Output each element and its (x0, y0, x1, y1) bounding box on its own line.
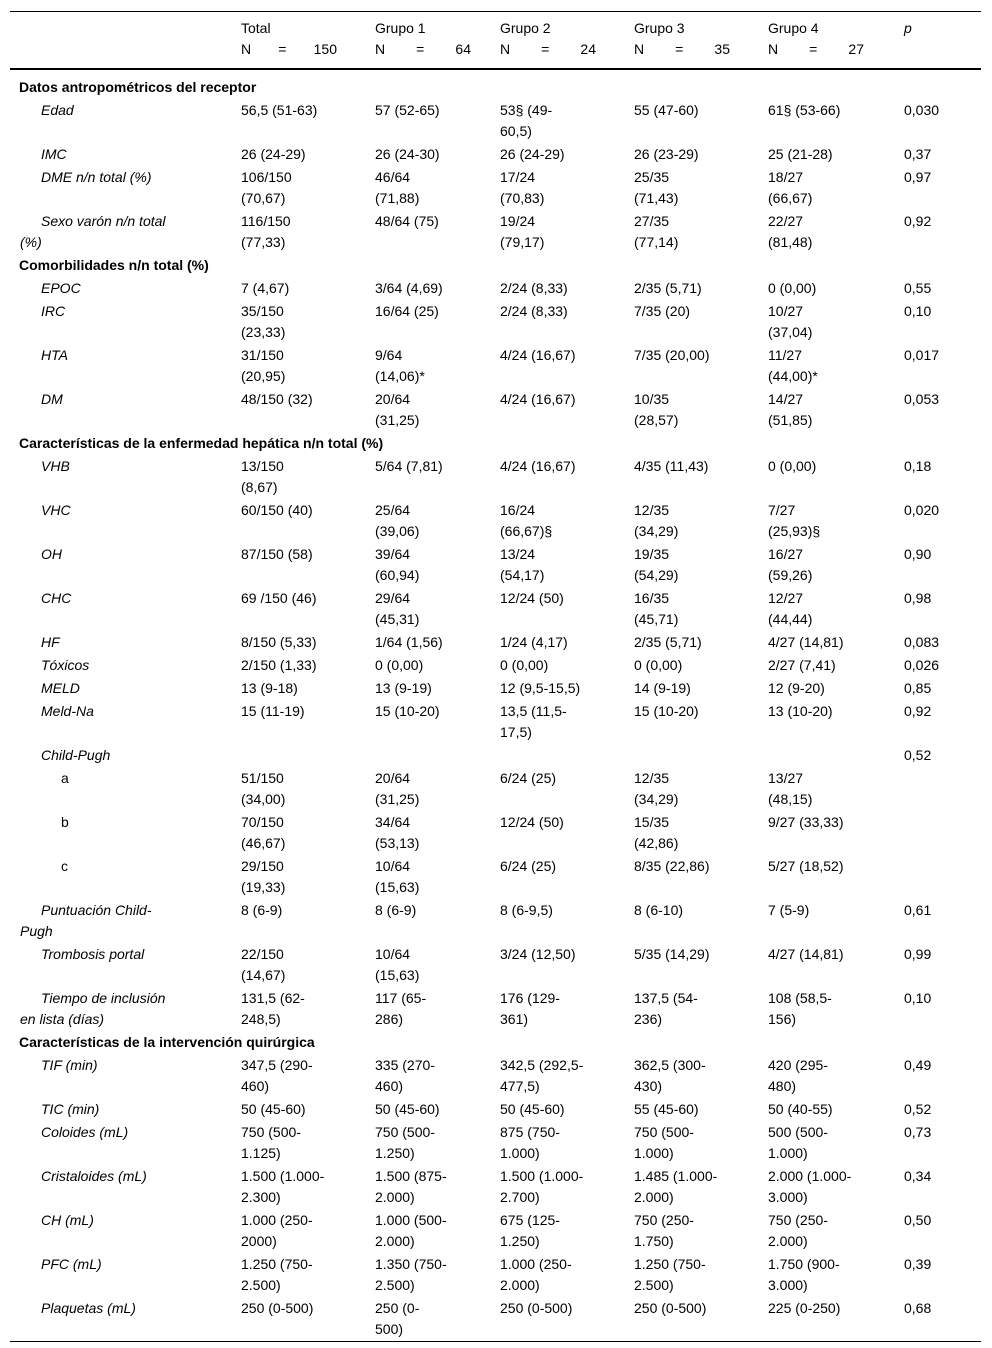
section-header (10, 254, 981, 277)
p-value-cell: 0,52 (904, 747, 932, 763)
table-cell: 12/24 (50) (500, 814, 564, 830)
table-cell: 19/35 (54,29) (634, 546, 679, 583)
table-cell: 1.250 (750- 2.500) (241, 1256, 313, 1293)
table-cell: 87/150 (58) (241, 546, 313, 562)
p-value-cell: 0,68 (904, 1300, 932, 1316)
table-cell: 19/24 (79,17) (500, 213, 545, 250)
table-cell: 750 (500- 1.250) (375, 1124, 435, 1161)
table-cell: 3/64 (4,69) (375, 280, 443, 296)
table-cell: 0 (0,00) (375, 657, 424, 673)
table-row (10, 344, 981, 388)
table-cell: 1.000 (250- 2.000) (500, 1256, 572, 1293)
header-grupo-4 (759, 12, 895, 70)
p-value-cell: 0,083 (904, 634, 940, 650)
table-cell: 500 (500- 1.000) (768, 1124, 828, 1161)
table-cell: 1/24 (4,17) (500, 634, 568, 650)
row-label: b (61, 814, 69, 830)
row-label: Tóxicos (41, 657, 90, 673)
row-label: OH (41, 546, 62, 562)
table-cell: 69 /150 (46) (241, 590, 317, 606)
table-row (10, 855, 981, 899)
table-row (10, 1297, 981, 1342)
p-value-cell: 0,98 (904, 590, 932, 606)
table-row (10, 811, 981, 855)
table-cell: 1.500 (1.000- 2.700) (500, 1168, 584, 1205)
row-label: Tiempo de inclusión en lista (días) (20, 990, 166, 1027)
table-cell: 35/150 (23,33) (241, 303, 286, 340)
p-value-cell (895, 767, 981, 811)
table-cell: 26 (24-29) (241, 146, 306, 162)
row-label: EPOC (41, 280, 81, 296)
table-cell: 7/27 (25,93)§ (768, 502, 821, 539)
table-cell: 12 (9-20) (768, 680, 825, 696)
table-cell: 10/27 (37,04) (768, 303, 813, 340)
table-cell: 8/35 (22,86) (634, 858, 710, 874)
table-cell: 4/27 (14,81) (768, 634, 844, 650)
header-col-label: Grupo 4 (768, 20, 819, 36)
table-cell: 20/64 (31,25) (375, 770, 420, 807)
header-grupo-3 (625, 12, 759, 70)
row-label: TIC (min) (41, 1101, 100, 1117)
table-cell: 750 (500- 1.125) (241, 1124, 301, 1161)
p-value-cell: 0,99 (904, 946, 932, 962)
p-value-cell: 0,10 (904, 990, 932, 1006)
table-cell: 176 (129- 361) (500, 990, 560, 1027)
row-label: IMC (41, 146, 67, 162)
row-label: Trombosis portal (41, 946, 145, 962)
table-cell: 55 (47-60) (634, 102, 699, 118)
table-cell: 50 (45-60) (241, 1101, 306, 1117)
table-cell: 16/24 (66,67)§ (500, 502, 553, 539)
header-n: N = 35 (634, 41, 730, 57)
table-row (10, 455, 981, 499)
table-cell: 10/64 (15,63) (375, 858, 420, 895)
table-cell: 55 (45-60) (634, 1101, 699, 1117)
row-label: DM (41, 391, 63, 407)
table-cell: 250 (0-500) (500, 1300, 573, 1316)
table-row (10, 300, 981, 344)
table-cell: 15 (10-20) (375, 703, 440, 719)
table-row (10, 700, 981, 744)
table-cell: 5/35 (14,29) (634, 946, 710, 962)
table-cell: 342,5 (292,5- 477,5) (500, 1057, 584, 1094)
table-cell: 12/35 (34,29) (634, 502, 679, 539)
table-cell: 13 (10-20) (768, 703, 833, 719)
table-cell: 15 (11-19) (241, 703, 305, 719)
p-value-cell: 0,97 (904, 169, 932, 185)
table-cell: 4/27 (14,81) (768, 946, 844, 962)
table-row (10, 744, 981, 767)
p-value-cell: 0,017 (904, 347, 940, 363)
table-row (10, 587, 981, 631)
table-cell: 675 (125- 1.250) (500, 1212, 560, 1249)
table-cell: 2/24 (8,33) (500, 280, 568, 296)
header-n: N = 64 (375, 41, 471, 57)
table-row (10, 99, 981, 143)
table-cell: 10/64 (15,63) (375, 946, 420, 983)
row-label: MELD (41, 680, 80, 696)
table-cell: 420 (295- 480) (768, 1057, 828, 1094)
table-cell: 34/64 (53,13) (375, 814, 420, 851)
table-cell: 7/35 (20,00) (634, 347, 710, 363)
table-cell: 7 (4,67) (241, 280, 290, 296)
p-value-cell (895, 855, 981, 899)
header-p-value: p (904, 20, 912, 36)
table-cell: 1.350 (750- 2.500) (375, 1256, 447, 1293)
p-value-cell: 0,37 (904, 146, 932, 162)
table-cell: 225 (0-250) (768, 1300, 841, 1316)
table-cell: 18/27 (66,67) (768, 169, 813, 206)
p-value-cell: 0,92 (904, 213, 932, 229)
table-cell: 5/64 (7,81) (375, 458, 443, 474)
row-label: c (61, 858, 68, 874)
table-cell: 1.750 (900- 3.000) (768, 1256, 840, 1293)
row-label: Edad (41, 102, 74, 118)
table-cell: 4/35 (11,43) (634, 458, 709, 474)
table-cell: 1/64 (1,56) (375, 634, 443, 650)
table-cell: 50 (45-60) (500, 1101, 565, 1117)
table-cell: 1.485 (1.000- 2.000) (634, 1168, 718, 1205)
table-cell: 11/27 (44,00)* (768, 347, 818, 384)
table-row (10, 987, 981, 1031)
table-cell: 25/64 (39,06) (375, 502, 420, 539)
table-row (10, 1121, 981, 1165)
table-cell: 2/35 (5,71) (634, 280, 702, 296)
row-label: Sexo varón n/n total (%) (20, 213, 166, 250)
table-cell: 250 (0- 500) (375, 1300, 420, 1337)
p-value-cell (895, 811, 981, 855)
table-row (10, 166, 981, 210)
table-cell: 16/35 (45,71) (634, 590, 679, 627)
row-label: IRC (41, 303, 66, 319)
table-cell: 56,5 (51-63) (241, 102, 318, 118)
table-cell: 2.000 (1.000- 3.000) (768, 1168, 852, 1205)
table-cell: 4/24 (16,67) (500, 458, 576, 474)
table-header (10, 12, 981, 70)
table-cell: 8 (6-9,5) (500, 902, 553, 918)
table-row (10, 767, 981, 811)
table-cell: 46/64 (71,88) (375, 169, 420, 206)
p-value-cell: 0,49 (904, 1057, 932, 1073)
p-value-cell: 0,92 (904, 703, 932, 719)
table-cell: 26 (24-30) (375, 146, 440, 162)
row-label: VHB (41, 458, 70, 474)
table-cell: 1.500 (1.000- 2.300) (241, 1168, 325, 1205)
p-value-cell: 0,55 (904, 280, 932, 296)
table-cell: 50 (40-55) (768, 1101, 833, 1117)
table-cell: 7/35 (20) (634, 303, 691, 319)
table-cell: 13,5 (11,5- 17,5) (500, 703, 567, 740)
table-row (10, 210, 981, 254)
p-value-cell: 0,18 (904, 458, 932, 474)
table-cell: 347,5 (290- 460) (241, 1057, 313, 1094)
row-label: CH (mL) (41, 1212, 94, 1228)
table-row (10, 499, 981, 543)
p-value-cell: 0,90 (904, 546, 932, 562)
header-col-label: Grupo 2 (500, 20, 551, 36)
p-value-cell: 0,053 (904, 391, 940, 407)
table-cell: 6/24 (25) (500, 770, 557, 786)
header-n: N = 150 (241, 41, 337, 57)
header-empty (10, 12, 232, 70)
row-label: TIF (min) (41, 1057, 98, 1073)
table-cell: 12 (9,5-15,5) (500, 680, 581, 696)
table-cell: 22/27 (81,48) (768, 213, 813, 250)
table-cell: 20/64 (31,25) (375, 391, 420, 428)
table-cell: 108 (58,5- 156) (768, 990, 832, 1027)
table-cell: 5/27 (18,52) (768, 858, 844, 874)
table-cell: 48/150 (32) (241, 391, 313, 407)
table-cell: 16/64 (25) (375, 303, 439, 319)
table-cell: 17/24 (70,83) (500, 169, 545, 206)
table-cell: 7 (5-9) (768, 902, 810, 918)
table-cell: 61§ (53-66) (768, 102, 841, 118)
table-cell: 13/27 (48,15) (768, 770, 813, 807)
table-cell (491, 744, 625, 767)
row-label: HF (41, 634, 60, 650)
table-cell: 6/24 (25) (500, 858, 557, 874)
table-cell: 51/150 (34,00) (241, 770, 286, 807)
p-value-cell: 0,61 (904, 902, 932, 918)
table-cell: 0 (0,00) (500, 657, 549, 673)
table-cell: 29/150 (19,33) (241, 858, 286, 895)
row-label: Plaquetas (mL) (41, 1300, 136, 1316)
table-cell: 750 (250- 1.750) (634, 1212, 694, 1249)
table-row (10, 543, 981, 587)
p-value-cell: 0,50 (904, 1212, 932, 1228)
table-cell: 2/35 (5,71) (634, 634, 702, 650)
table-cell: 3/24 (12,50) (500, 946, 576, 962)
row-label: Coloides (mL) (41, 1124, 129, 1140)
table-row (10, 677, 981, 700)
row-label: CHC (41, 590, 72, 606)
p-value-cell: 0,34 (904, 1168, 932, 1184)
table-cell: 0 (0,00) (768, 280, 817, 296)
table-row (10, 1209, 981, 1253)
table-cell: 4/24 (16,67) (500, 391, 576, 407)
table-cell: 131,5 (62- 248,5) (241, 990, 305, 1027)
table-cell (625, 744, 759, 767)
table-cell: 250 (0-500) (634, 1300, 707, 1316)
table-cell: 60/150 (40) (241, 502, 313, 518)
table-cell: 26 (23-29) (634, 146, 699, 162)
table-cell: 10/35 (28,57) (634, 391, 679, 428)
table-cell: 1.500 (875- 2.000) (375, 1168, 447, 1205)
table-row (10, 943, 981, 987)
table-cell (759, 744, 895, 767)
table-cell: 27/35 (77,14) (634, 213, 679, 250)
table-cell: 16/27 (59,26) (768, 546, 813, 583)
table-cell: 750 (500- 1.000) (634, 1124, 694, 1161)
header-grupo-2 (491, 12, 625, 70)
table-cell: 8 (6-9) (241, 902, 283, 918)
table-cell: 335 (270- 460) (375, 1057, 435, 1094)
section-header (10, 1031, 981, 1054)
section-title: Características de la intervención quirúrgica (19, 1034, 315, 1050)
table-cell: 106/150 (70,67) (241, 169, 292, 206)
table-cell: 1.250 (750- 2.500) (634, 1256, 706, 1293)
table-cell: 4/24 (16,67) (500, 347, 576, 363)
table-cell: 8 (6-10) (634, 902, 684, 918)
table-cell: 12/27 (44,44) (768, 590, 813, 627)
row-label: PFC (mL) (41, 1256, 102, 1272)
table-cell: 250 (0-500) (241, 1300, 314, 1316)
table-cell: 0 (0,00) (634, 657, 683, 673)
table-cell: 25/35 (71,43) (634, 169, 679, 206)
table-cell: 875 (750- 1.000) (500, 1124, 560, 1161)
table-row (10, 1165, 981, 1209)
p-value-cell: 0,52 (904, 1101, 932, 1117)
p-value-cell: 0,020 (904, 502, 940, 518)
table-cell: 2/27 (7,41) (768, 657, 836, 673)
row-label: a (61, 770, 69, 786)
row-label: Puntuación Child- Pugh (20, 902, 152, 939)
table-cell: 1.000 (500- 2.000) (375, 1212, 447, 1249)
table-cell: 29/64 (45,31) (375, 590, 420, 627)
header-n: N = 24 (500, 41, 596, 57)
table-body (10, 69, 981, 1342)
header-col-label: Grupo 1 (375, 20, 426, 36)
header-col-label: Grupo 3 (634, 20, 685, 36)
p-value-cell: 0,85 (904, 680, 932, 696)
table-cell (366, 744, 491, 767)
table-cell: 13/24 (54,17) (500, 546, 545, 583)
table-cell: 116/150 (77,33) (241, 213, 291, 250)
section-title: Características de la enfermedad hepática n/n total (%) (19, 435, 384, 451)
table-cell: 70/150 (46,67) (241, 814, 286, 851)
table-cell: 14 (9-19) (634, 680, 691, 696)
section-title: Comorbilidades n/n total (%) (19, 257, 209, 273)
table-cell: 137,5 (54- 236) (634, 990, 698, 1027)
table-row (10, 143, 981, 166)
table-cell: 53§ (49- 60,5) (500, 102, 553, 139)
table-cell: 14/27 (51,85) (768, 391, 813, 428)
table-row (10, 654, 981, 677)
row-label: Meld-Na (41, 703, 94, 719)
table-cell: 9/64 (14,06)* (375, 347, 425, 384)
table-cell: 362,5 (300- 430) (634, 1057, 706, 1094)
p-value-cell: 0,73 (904, 1124, 932, 1140)
table-cell: 13 (9-18) (241, 680, 298, 696)
table-cell: 48/64 (75) (375, 213, 439, 229)
table-cell: 39/64 (60,94) (375, 546, 420, 583)
table-cell: 25 (21-28) (768, 146, 833, 162)
table-cell: 26 (24-29) (500, 146, 565, 162)
data-table (10, 11, 981, 1342)
table-cell: 2/24 (8,33) (500, 303, 568, 319)
table-row (10, 277, 981, 300)
section-title: Datos antropométricos del receptor (19, 79, 257, 95)
row-label: Child-Pugh (41, 747, 111, 763)
p-value-cell: 0,39 (904, 1256, 932, 1272)
table-cell: 13/150 (8,67) (241, 458, 284, 495)
table-row (10, 388, 981, 432)
table-row (10, 631, 981, 654)
table-cell: 57 (52-65) (375, 102, 440, 118)
table-row (10, 1098, 981, 1121)
table-cell: 12/35 (34,29) (634, 770, 679, 807)
table-cell: 15 (10-20) (634, 703, 699, 719)
table-cell: 8 (6-9) (375, 902, 417, 918)
data-table-container (10, 11, 981, 1342)
header-grupo-1 (366, 12, 491, 70)
table-cell: 1.000 (250- 2000) (241, 1212, 313, 1249)
table-cell: 0 (0,00) (768, 458, 817, 474)
p-value-cell: 0,10 (904, 303, 932, 319)
table-cell: 117 (65- 286) (375, 990, 427, 1027)
section-header (10, 76, 981, 99)
table-cell: 13 (9-19) (375, 680, 432, 696)
table-cell: 12/24 (50) (500, 590, 564, 606)
table-cell: 2/150 (1,33) (241, 657, 317, 673)
table-cell: 15/35 (42,86) (634, 814, 679, 851)
table-row (10, 899, 981, 943)
table-cell: 31/150 (20,95) (241, 347, 286, 384)
header-total (232, 12, 366, 70)
section-header (10, 432, 981, 455)
table-cell: 9/27 (33,33) (768, 814, 844, 830)
table-cell: 750 (250- 2.000) (768, 1212, 828, 1249)
p-value-cell: 0,030 (904, 102, 940, 118)
p-value-cell: 0,026 (904, 657, 940, 673)
table-cell (232, 744, 366, 767)
row-label: Cristaloides (mL) (41, 1168, 147, 1184)
row-label: VHC (41, 502, 71, 518)
table-row (10, 1054, 981, 1098)
header-n: N = 27 (768, 41, 864, 57)
row-label: DME n/n total (%) (41, 169, 152, 185)
table-cell: 8/150 (5,33) (241, 634, 317, 650)
table-row (10, 1253, 981, 1297)
table-cell: 50 (45-60) (375, 1101, 440, 1117)
row-label: HTA (41, 347, 68, 363)
header-spacer (10, 69, 981, 76)
header-col-label: Total (241, 20, 271, 36)
table-cell: 22/150 (14,67) (241, 946, 286, 983)
